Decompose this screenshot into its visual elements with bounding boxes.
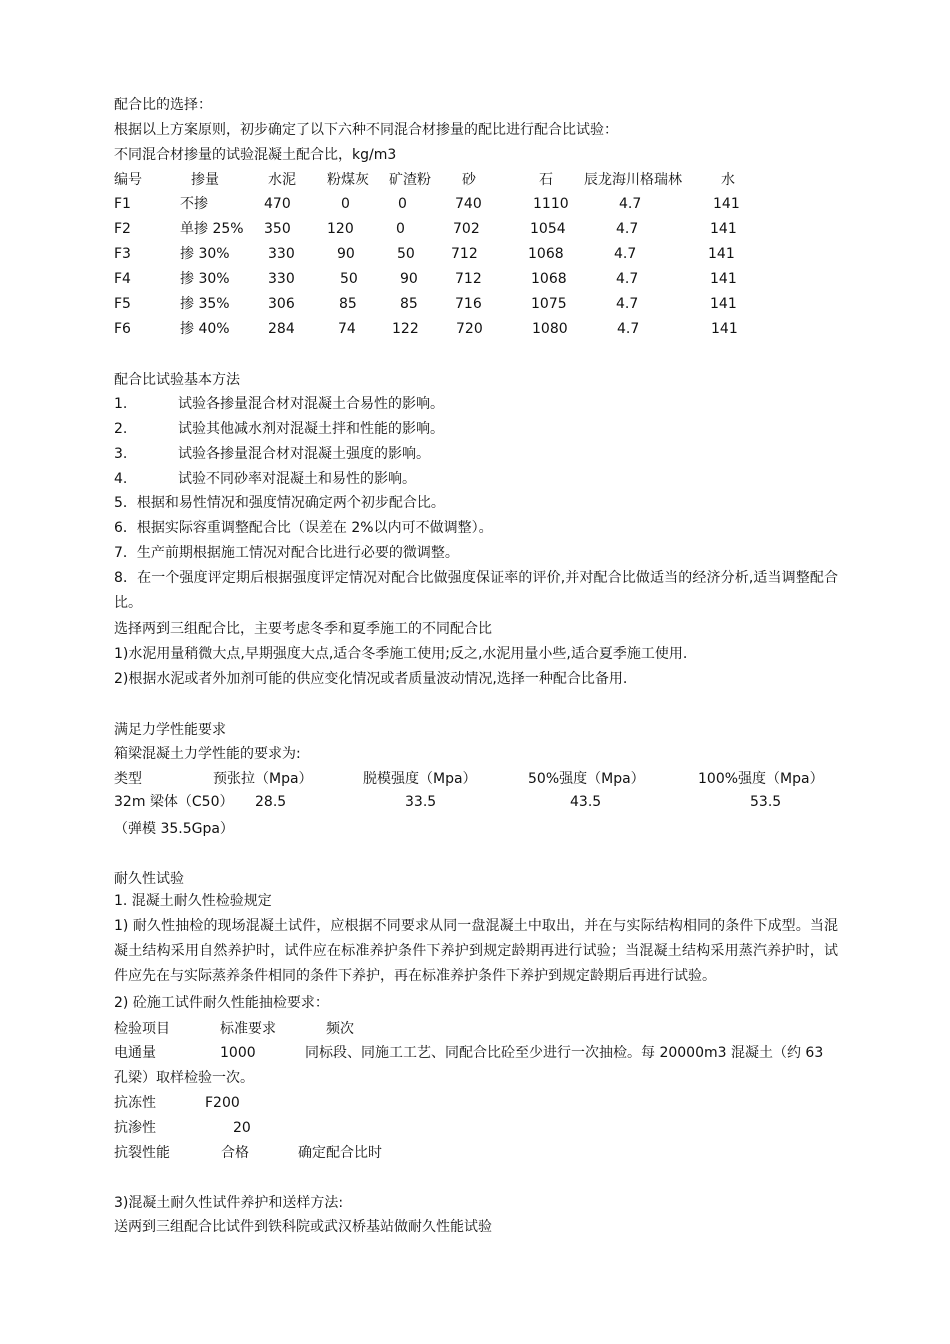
cell-item: 抗渗性 xyxy=(114,1120,156,1136)
cell-flyash: 0 xyxy=(341,196,350,212)
paragraph: 1)水泥用量稍微大点,早期强度大点,适合冬季施工使用;反之,水泥用量小些,适合夏季施工使用. xyxy=(114,646,688,662)
col-header-standard: 标准要求 xyxy=(220,1021,276,1037)
cell-frequency: 确定配合比时 xyxy=(298,1145,382,1161)
cell-admixture: 4.7 xyxy=(617,321,640,337)
cell-water: 141 xyxy=(713,196,740,212)
list-text: 试验其他减水剂对混凝土拌和性能的影响。 xyxy=(178,421,444,437)
cell-id: F6 xyxy=(114,321,131,337)
cell-cement: 284 xyxy=(268,321,295,337)
list-item: 6．根据实际容重调整配合比（误差在 2%以内可不做调整）。 xyxy=(114,520,493,536)
col-header-cement: 水泥 xyxy=(268,172,296,188)
cell-sand: 712 xyxy=(455,271,482,287)
col-header-type: 类型 xyxy=(114,771,142,787)
cell-stone: 1110 xyxy=(533,196,569,212)
cell-cement: 306 xyxy=(268,296,295,312)
cell-water: 141 xyxy=(710,221,737,237)
cell-flyash: 50 xyxy=(340,271,358,287)
list-number: 3. xyxy=(114,446,128,462)
cell-stone: 1054 xyxy=(530,221,566,237)
col-header-stone: 石 xyxy=(539,172,553,188)
col-header-sand: 砂 xyxy=(462,172,476,188)
paragraph: 1) 耐久性抽检的现场混凝土试件，应根据不同要求从同一盘混凝土中取出，并在与实际结构相同的条件下成型。当混凝土结构采用自然养护时，试件应在标准养护条件下养护到规定龄期再进行试验；当混凝土结构采用蒸汽养护时，试件应先在与实际蒸养条件相同的条件下养护，再在标准养护条件下养护到规定龄期后再进行试验。 xyxy=(114,918,838,984)
cell-admixture: 4.7 xyxy=(616,221,639,237)
paragraph: 箱梁混凝土力学性能的要求为: xyxy=(114,746,301,762)
note: （弹模 35.5Gpa） xyxy=(114,821,234,837)
subheading: 3)混凝土耐久性试件养护和送样方法: xyxy=(114,1195,344,1211)
cell-sand: 702 xyxy=(453,221,480,237)
cell-100pct: 53.5 xyxy=(750,794,782,810)
list-item: 7．生产前期根据施工情况对配合比进行必要的微调整。 xyxy=(114,545,459,561)
cell-item: 抗冻性 xyxy=(114,1095,156,1111)
cell-standard: F200 xyxy=(205,1095,240,1111)
cell-flyash: 120 xyxy=(327,221,354,237)
list-number: 1. xyxy=(114,396,128,412)
col-header-demold: 脱模强度（Mpa） xyxy=(363,771,477,787)
col-header-frequency: 频次 xyxy=(326,1021,354,1037)
cell-demold: 33.5 xyxy=(405,794,437,810)
cell-dosage: 掺 40% xyxy=(180,321,230,337)
section-heading-durability: 耐久性试验 xyxy=(114,871,184,887)
cell-id: F1 xyxy=(114,196,131,212)
cell-cement: 470 xyxy=(264,196,291,212)
col-header-water: 水 xyxy=(721,172,735,188)
list-item: 8．在一个强度评定期后根据强度评定情况对配合比做强度保证率的评价,并对配合比做适当的经济分析,适当调整配合比。 xyxy=(114,570,838,611)
cell-cement: 350 xyxy=(264,221,291,237)
cell-sand: 716 xyxy=(455,296,482,312)
intro-line: 根据以上方案原则，初步确定了以下六种不同混合材掺量的配比进行配合比试验： xyxy=(114,122,618,138)
col-header-100pct: 100%强度（Mpa） xyxy=(698,771,824,787)
col-header-slag: 矿渣粉 xyxy=(389,172,431,188)
cell-id: F5 xyxy=(114,296,131,312)
cell-dosage: 掺 30% xyxy=(180,246,230,262)
cell-frequency-cont: 孔梁）取样检验一次。 xyxy=(114,1070,254,1086)
cell-item: 电通量 xyxy=(114,1045,156,1061)
cell-item: 抗裂性能 xyxy=(114,1145,170,1161)
cell-standard: 20 xyxy=(233,1120,251,1136)
cell-stone: 1068 xyxy=(528,246,564,262)
cell-dosage: 单掺 25% xyxy=(180,221,244,237)
col-header-admixture: 辰龙海川格瑞林 xyxy=(584,172,682,188)
cell-stone: 1075 xyxy=(531,296,567,312)
cell-water: 141 xyxy=(708,246,735,262)
cell-stone: 1080 xyxy=(532,321,568,337)
cell-flyash: 90 xyxy=(337,246,355,262)
col-header-dosage: 掺量 xyxy=(191,172,219,188)
col-header-50pct: 50%强度（Mpa） xyxy=(528,771,645,787)
list-item: 5．根据和易性情况和强度情况确定两个初步配合比。 xyxy=(114,495,445,511)
col-header-prestress: 预张拉（Mpa） xyxy=(213,771,313,787)
cell-water: 141 xyxy=(711,321,738,337)
cell-admixture: 4.7 xyxy=(614,246,637,262)
col-header-flyash: 粉煤灰 xyxy=(327,172,369,188)
paragraph: 选择两到三组配合比，主要考虑冬季和夏季施工的不同配合比 xyxy=(114,621,492,637)
cell-flyash: 85 xyxy=(339,296,357,312)
cell-slag: 0 xyxy=(396,221,405,237)
cell-standard: 1000 xyxy=(220,1045,256,1061)
cell-dosage: 掺 35% xyxy=(180,296,230,312)
cell-dosage: 掺 30% xyxy=(180,271,230,287)
section-heading-mechanics: 满足力学性能要求 xyxy=(114,722,226,738)
cell-id: F2 xyxy=(114,221,131,237)
cell-flyash: 74 xyxy=(338,321,356,337)
section-heading-mix-selection: 配合比的选择： xyxy=(114,97,212,113)
cell-sand: 720 xyxy=(456,321,483,337)
cell-slag: 85 xyxy=(400,296,418,312)
subheading: 1. 混凝土耐久性检验规定 xyxy=(114,893,272,909)
cell-sand: 740 xyxy=(455,196,482,212)
cell-water: 141 xyxy=(710,296,737,312)
cell-type: 32m 梁体（C50） xyxy=(114,794,234,810)
cell-slag: 90 xyxy=(400,271,418,287)
cell-prestress: 28.5 xyxy=(255,794,287,810)
list-text: 试验各掺量混合材对混凝土强度的影响。 xyxy=(178,446,430,462)
list-text: 试验各掺量混合材对混凝土合易性的影响。 xyxy=(178,396,444,412)
col-header-item: 检验项目 xyxy=(114,1021,170,1037)
cell-id: F3 xyxy=(114,246,131,262)
cell-stone: 1068 xyxy=(531,271,567,287)
cell-cement: 330 xyxy=(268,246,295,262)
list-number: 4. xyxy=(114,471,128,487)
cell-dosage: 不掺 xyxy=(180,196,208,212)
section-heading-methods: 配合比试验基本方法 xyxy=(114,372,240,388)
cell-slag: 122 xyxy=(392,321,419,337)
cell-admixture: 4.7 xyxy=(616,271,639,287)
cell-slag: 50 xyxy=(397,246,415,262)
cell-standard: 合格 xyxy=(221,1145,249,1161)
list-number: 2. xyxy=(114,421,128,437)
table-caption: 不同混合材掺量的试验混凝土配合比，kg/m3 xyxy=(114,147,397,163)
cell-admixture: 4.7 xyxy=(619,196,642,212)
subheading: 2) 砼施工试件耐久性能抽检要求： xyxy=(114,995,329,1011)
col-header-id: 编号 xyxy=(114,172,142,188)
cell-sand: 712 xyxy=(451,246,478,262)
cell-frequency: 同标段、同施工工艺、同配合比砼至少进行一次抽检。每 20000m3 混凝土（约 63 xyxy=(305,1045,824,1061)
cell-50pct: 43.5 xyxy=(570,794,602,810)
cell-slag: 0 xyxy=(398,196,407,212)
paragraph: 送两到三组配合比试件到铁科院或武汉桥基站做耐久性能试验 xyxy=(114,1219,492,1235)
cell-water: 141 xyxy=(710,271,737,287)
list-text: 试验不同砂率对混凝土和易性的影响。 xyxy=(178,471,416,487)
cell-admixture: 4.7 xyxy=(616,296,639,312)
paragraph: 2)根据水泥或者外加剂可能的供应变化情况或者质量波动情况,选择一种配合比备用. xyxy=(114,671,628,687)
cell-cement: 330 xyxy=(268,271,295,287)
cell-id: F4 xyxy=(114,271,131,287)
